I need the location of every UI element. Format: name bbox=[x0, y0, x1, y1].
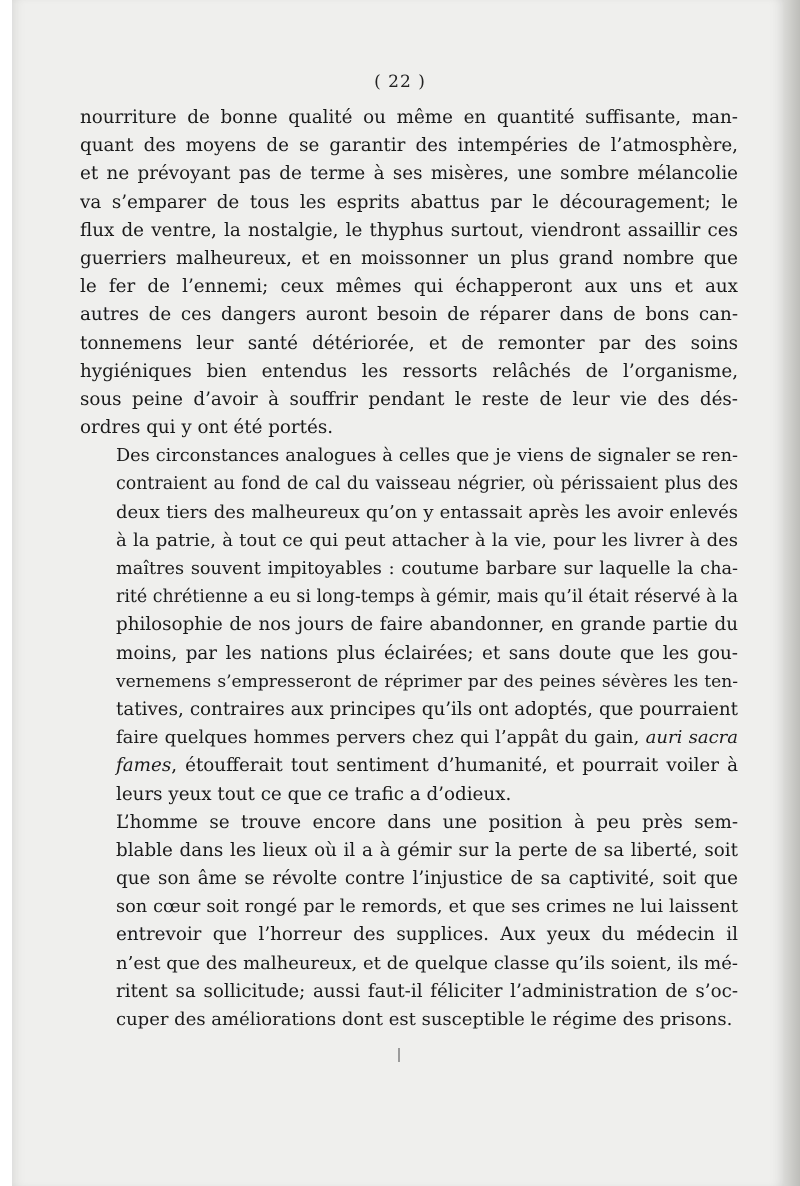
text-line: maîtres souvent impitoyables : coutume barbare sur laquelle la cha- bbox=[116, 559, 738, 579]
text-line: cuper des améliorations dont est susceptible le régime des prisons. bbox=[116, 1009, 733, 1030]
text-line: leurs yeux tout ce que ce trafic a d’odieux. bbox=[116, 783, 512, 805]
text-line: tonnemens leur santé détériorée, et de remonter par des soins bbox=[80, 332, 738, 354]
text-line: blable dans les lieux où il a à gémir sur la perte de sa liberté, soit bbox=[116, 839, 738, 861]
text-line: vernemens s’empresseront de réprimer par des peines sévères les ten- bbox=[116, 671, 738, 692]
page-number: ( 22 ) bbox=[374, 72, 426, 92]
text-line: ordres qui y ont été portés. bbox=[80, 417, 334, 439]
text-line: L’homme se trouve encore dans une position à peu près sem- bbox=[116, 811, 738, 833]
body-text bbox=[80, 104, 738, 1034]
ink-mark bbox=[398, 1048, 400, 1062]
text-line: flux de ventre, la nostalgie, le thyphus surtout, viendront assaillir ces bbox=[80, 219, 738, 241]
text-line: moins, par les nations plus éclairées; et sans doute que les gou- bbox=[116, 642, 738, 664]
text-line: nourriture de bonne qualité ou même en quantité suffisante, man- bbox=[80, 107, 738, 128]
paragraph bbox=[80, 104, 738, 442]
paragraph bbox=[80, 442, 738, 808]
text-line: deux tiers des malheureux qu’on y entassait après les avoir enlevés bbox=[116, 501, 738, 523]
paragraph bbox=[80, 809, 738, 1035]
text-line: sous peine d’avoir à souffrir pendant le reste de leur vie des dés- bbox=[80, 388, 738, 410]
text-line: contraient au fond de cal du vaisseau négrier, où périssaient plus des bbox=[116, 474, 738, 495]
text-line: fames, étoufferait tout sentiment d’humanité, et pourrait voiler à bbox=[116, 755, 738, 777]
text-line: ritent sa sollicitude; aussi faut-il féliciter l’administration de s’oc- bbox=[116, 980, 738, 1002]
text-line: entrevoir que l’horreur des supplices. Aux yeux du médecin il bbox=[116, 924, 738, 946]
text-line: guerriers malheureux, et en moissonner un plus grand nombre que bbox=[80, 247, 738, 269]
text-line: son cœur soit rongé par le remords, et que ses crimes ne lui laissent bbox=[116, 897, 738, 918]
text-line: rité chrétienne a eu si long-temps à gémir, mais qu’il était réservé à la bbox=[116, 587, 738, 608]
text-line: que son âme se révolte contre l’injustice de sa captivité, soit que bbox=[116, 868, 738, 890]
text-line: et ne prévoyant pas de terme à ses misères, une sombre mélancolie bbox=[80, 163, 738, 185]
text-line: hygiéniques bien entendus les ressorts relâchés de l’organisme, bbox=[80, 360, 738, 382]
text-line: le fer de l’ennemi; ceux mêmes qui échapperont aux uns et aux bbox=[80, 276, 738, 298]
text-line: à la patrie, à tout ce qui peut attacher à la vie, pour les livrer à des bbox=[116, 529, 738, 551]
text-line: quant des moyens de se garantir des intempéries de l’atmosphère, bbox=[80, 135, 738, 157]
text-line: n’est que des malheureux, et de quelque classe qu’ils soient, ils mé- bbox=[116, 952, 738, 974]
text-line: philosophie de nos jours de faire abandonner, en grande partie du bbox=[116, 614, 738, 636]
text-line: tatives, contraires aux principes qu’ils ont adoptés, que pourraient bbox=[116, 698, 738, 720]
text-line: faire quelques hommes pervers chez qui l’appât du gain, auri sacra bbox=[116, 727, 738, 749]
text-line: autres de ces dangers auront besoin de réparer dans de bons can- bbox=[80, 304, 738, 326]
text-line: Des circonstances analogues à celles que je viens de signaler se ren- bbox=[116, 446, 738, 467]
text-line: va s’emparer de tous les esprits abattus par le découragement; le bbox=[80, 191, 738, 213]
page-edge-shadow bbox=[784, 0, 800, 1186]
